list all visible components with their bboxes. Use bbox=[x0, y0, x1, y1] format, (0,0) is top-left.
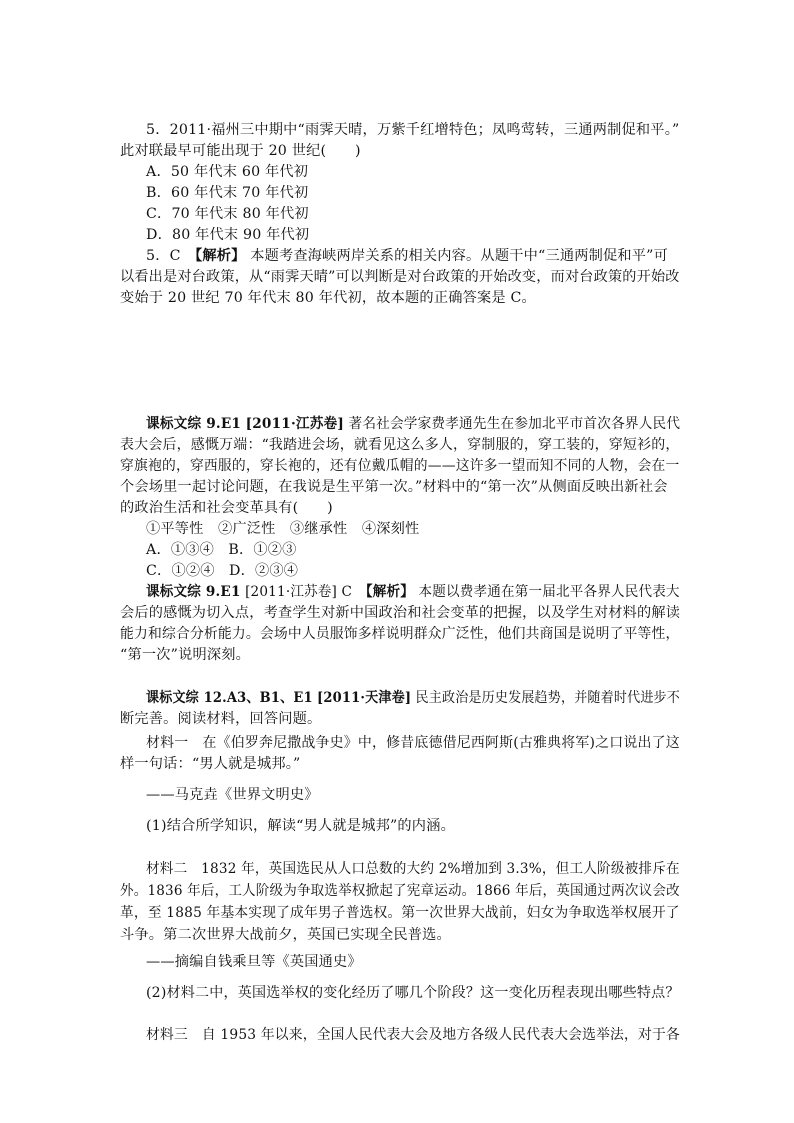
q12-stem-text1: 民主政治是历史发展趋势，并随着时代进步不 bbox=[415, 690, 681, 706]
q12-subquestion1: (1)结合所学知识，解读“男人就是城邦”的内涵。 bbox=[146, 818, 455, 834]
q5-answer-text1: 本题考查海峡两岸关系的相关内容。从题干中“三通两制促和平”可 bbox=[250, 248, 668, 264]
q12-material1-line2: 样一句话：“男人就是城邦。” bbox=[120, 756, 301, 772]
q12-material1-line1: 材料一 在《伯罗奔尼撒战争史》中，修昔底德借尼西阿斯(古雅典将军)之口说出了这 bbox=[146, 735, 680, 751]
q5-option-d: D．80 年代末 90 年代初 bbox=[146, 227, 310, 243]
q9-answer-text1: 本题以费孝通在第一届北平各界人民代表大 bbox=[418, 584, 680, 600]
q9-stem-line4: 个会场里一起讨论问题，在我说是生平第一次。”材料中的“第一次”从侧面反映出新社会 bbox=[120, 479, 668, 495]
q9-answer-line2: 会后的感慨为切入点，考查学生对新中国政治和社会变革的把握，以及学生对材料的解读 bbox=[120, 605, 681, 621]
q9-stem-line3: 穿旗袍的，穿西服的，穿长袍的，还有位戴瓜帽的——这许多一望而知不同的人物，会在一 bbox=[120, 458, 680, 474]
q9-options-line2: C．①②④ D．②③④ bbox=[146, 563, 299, 579]
q12-material2-citation: ——摘编自钱乘旦等《英国通史》 bbox=[146, 954, 362, 970]
q12-stem-line2: 断完善。阅读材料，回答问题。 bbox=[120, 711, 322, 727]
q9-stem-text1: 著名社会学家费孝通先生在参加北平市首次各界人民代 bbox=[348, 416, 681, 432]
q9-stem-line1 bbox=[146, 414, 680, 434]
q9-source: [2011·江苏卷] bbox=[245, 416, 344, 432]
q9-answer-line3: 能力和综合分析能力。会场中人员服饰多样说明群众广泛性，他们共商国是说明了平等性， bbox=[120, 626, 680, 642]
q12-code: 课标文综 12.A3、B1、E1 bbox=[146, 690, 313, 706]
q12-material2-line2: 外。1836 年后，工人阶级为争取选举权掀起了宪章运动。1866 年后，英国通过两次议会改 bbox=[120, 883, 680, 899]
q5-answer-num: 5．C bbox=[146, 248, 181, 264]
q12-material2-line3: 革，至 1885 年基本实现了成年男子普选权。第一次世界大战前，妇女为争取选举权展开了 bbox=[120, 905, 680, 921]
q9-stem-line5: 的政治生活和社会变革具有( ) bbox=[120, 500, 333, 516]
q5-stem-line1: 5．2011·福州三中期中“雨霁天晴，万紫千红增特色；凤鸣莺转，三通两制促和平。” bbox=[146, 122, 680, 138]
q9-answer-line4: “第一次”说明深刻。 bbox=[120, 647, 251, 663]
q9-options-line1: A．①③④ B．①②③ bbox=[146, 542, 297, 558]
q12-stem-line1 bbox=[146, 688, 680, 708]
q9-code: 课标文综 9.E1 bbox=[146, 416, 242, 432]
q5-answer-line3: 变始于 20 世纪 70 年代末 80 年代初，故本题的正确答案是 C。 bbox=[120, 290, 536, 306]
q12-material2-line4: 斗争。第二次世界大战前夕，英国已实现全民普选。 bbox=[120, 927, 451, 943]
q9-answer-line1 bbox=[146, 582, 680, 602]
q5-answer-line2: 以看出是对台政策，从“雨霁天晴”可以判断是对台政策的开始改变，而对台政策的开始改 bbox=[120, 269, 680, 285]
q9-answer-source: [2011·江苏卷] C bbox=[245, 584, 353, 600]
q5-answer-tag: 【解析】 bbox=[195, 248, 246, 264]
q12-material3-line1: 材料三 自 1953 年以来，全国人民代表大会及地方各级人民代表大会选举法，对于各 bbox=[146, 1027, 680, 1043]
q12-material1-citation: ——马克垚《世界文明史》 bbox=[146, 787, 319, 803]
q9-stem-line2: 表大会后，感慨万端：“我踏进会场，就看见这么多人，穿制服的，穿工装的，穿短衫的， bbox=[120, 437, 680, 453]
q5-option-c: C．70 年代末 80 年代初 bbox=[146, 206, 309, 222]
q5-answer-line1 bbox=[146, 246, 668, 266]
q5-option-b: B．60 年代末 70 年代初 bbox=[146, 185, 309, 201]
q12-subquestion2: (2)材料二中，英国选举权的变化经历了哪几个阶段？这一变化历程表现出哪些特点？ bbox=[146, 985, 680, 1001]
q9-answer-code: 课标文综 9.E1 bbox=[146, 584, 241, 600]
q12-material2-line1: 材料二 1832 年，英国选民从人口总数的大约 2%增加到 3.3%，但工人阶级被排斥在 bbox=[146, 861, 680, 877]
q5-option-a: A．50 年代末 60 年代初 bbox=[146, 164, 309, 180]
q5-stem-line2: 此对联最早可能出现于 20 世纪( ) bbox=[120, 143, 361, 159]
q12-source: [2011·天津卷] bbox=[317, 690, 412, 706]
q9-items: ①平等性 ②广泛性 ③继承性 ④深刻性 bbox=[146, 521, 420, 537]
q9-answer-tag: 【解析】 bbox=[365, 584, 415, 600]
